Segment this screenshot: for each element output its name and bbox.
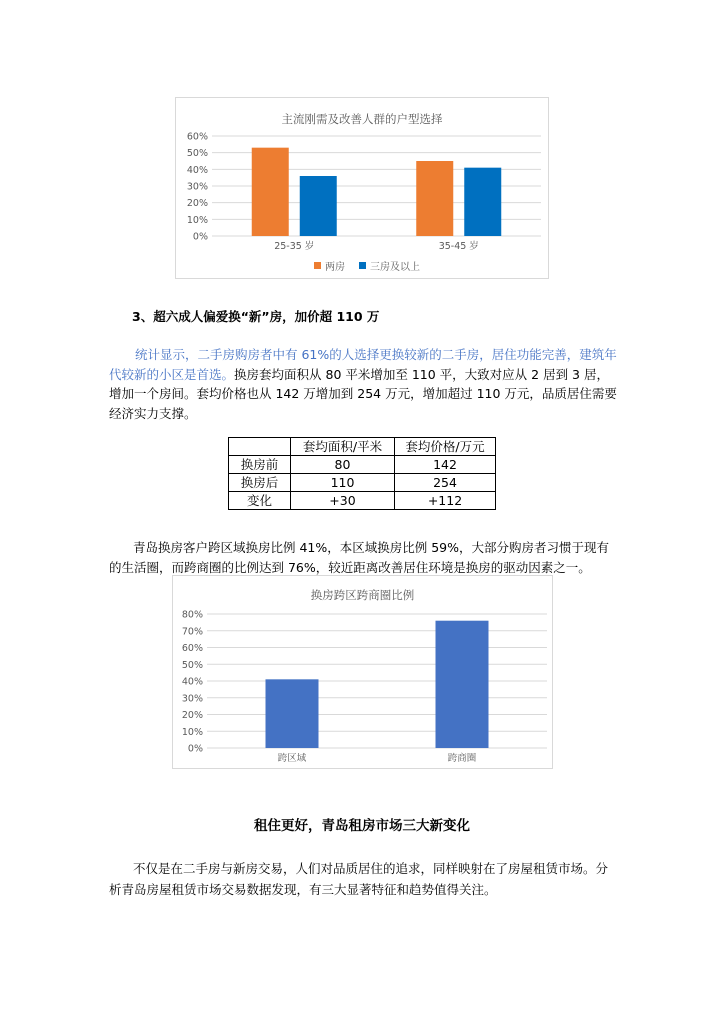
table-row: [229, 456, 496, 474]
legend-label-three-room: 三房及以上: [370, 262, 420, 273]
paragraph-1-highlight: 统计显示，二手房购房者中有 61%的人选择更换较新的二手房，居住功能完善，建筑年代较新的小区是首选。: [109, 347, 617, 382]
table-row: [229, 492, 496, 510]
chart-1: [175, 97, 549, 279]
table-cell: 换房前: [229, 456, 291, 474]
y-tick-label: 20%: [181, 710, 203, 721]
paragraph-1: [109, 345, 617, 423]
y-tick-label: 40%: [186, 164, 208, 176]
table-header-cell: [229, 438, 291, 456]
bar-1-1: [266, 679, 319, 748]
section-title: 租住更好，青岛租房市场三大新变化: [254, 818, 470, 834]
y-tick-label: 10%: [181, 726, 203, 738]
y-tick-label: 60%: [186, 131, 208, 143]
bar-1-2: [300, 176, 337, 236]
chart-2-plot: [173, 576, 552, 768]
bar-2-1: [436, 621, 489, 748]
table-cell: 110: [291, 474, 395, 492]
legend-swatch-two-room: [314, 262, 321, 269]
y-tick-label: 30%: [186, 181, 208, 193]
y-tick-label: 50%: [181, 659, 203, 671]
y-tick-label: 50%: [186, 148, 208, 160]
bar-1-1: [252, 148, 289, 236]
paragraph-2: 青岛换房客户跨区域换房比例 41%，本区域换房比例 59%，大部分购房者习惯于现有的生活圈，而跨商圈的比例达到 76%，较近距离改善居住环境是换房的驱动因素之一。: [109, 540, 610, 575]
legend-label-two-room: 两房: [325, 262, 345, 273]
chart-2: [172, 575, 553, 769]
table-row: [229, 474, 496, 492]
paragraph-3: 不仅是在二手房与新房交易，人们对品质居住的追求，同样映射在了房屋租赁市场。分析青岛房屋租赁市场交易数据发现，有三大显著特征和趋势值得关注。: [109, 861, 609, 897]
y-tick-label: 70%: [181, 626, 203, 638]
paragraph-1-body: 换房套均面积从 80 平米增加至 110 平，大致对应从 2 居到 3 居，增加一个房间。套均价格也从 142 万增加到 254 万元，增加超过 110 万元，品质居住需要经济实力支撑。: [109, 366, 617, 421]
x-tick-label: 跨商圈: [447, 753, 477, 764]
y-tick-label: 0%: [192, 231, 208, 243]
y-tick-label: 80%: [181, 609, 203, 621]
table-cell: 142: [395, 456, 496, 474]
chart-2-title: 换房跨区跨商圈比例: [310, 588, 415, 602]
table-header-row: [229, 438, 496, 456]
section-3-heading: 3、超六成人偏爱换“新”房，加价超 110 万: [132, 309, 380, 324]
x-tick-label: 35-45 岁: [438, 241, 479, 252]
table-cell: 80: [291, 456, 395, 474]
bar-2-2: [464, 168, 501, 236]
chart-1-legend: [314, 258, 420, 273]
table-cell: +112: [395, 492, 496, 510]
table-header-cell: 套均价格/万元: [395, 438, 496, 456]
chart-1-title: 主流刚需及改善人群的户型选择: [281, 112, 443, 126]
table-cell: 变化: [229, 492, 291, 510]
bar-2-1: [416, 161, 453, 236]
table-cell: 254: [395, 474, 496, 492]
table-cell: +30: [291, 492, 395, 510]
chart-1-plot: [176, 98, 548, 278]
exchange-table: [228, 437, 496, 510]
table-header-cell: 套均面积/平米: [291, 438, 395, 456]
y-tick-label: 20%: [186, 198, 208, 210]
legend-swatch-three-room: [359, 262, 366, 269]
table-cell: 换房后: [229, 474, 291, 492]
y-tick-label: 60%: [181, 643, 203, 654]
x-tick-label: 25-35 岁: [274, 241, 315, 252]
y-tick-label: 0%: [187, 743, 203, 755]
x-tick-label: 跨区域: [277, 753, 307, 764]
y-tick-label: 10%: [186, 214, 208, 226]
y-tick-label: 40%: [181, 676, 203, 688]
y-tick-label: 30%: [181, 693, 203, 705]
